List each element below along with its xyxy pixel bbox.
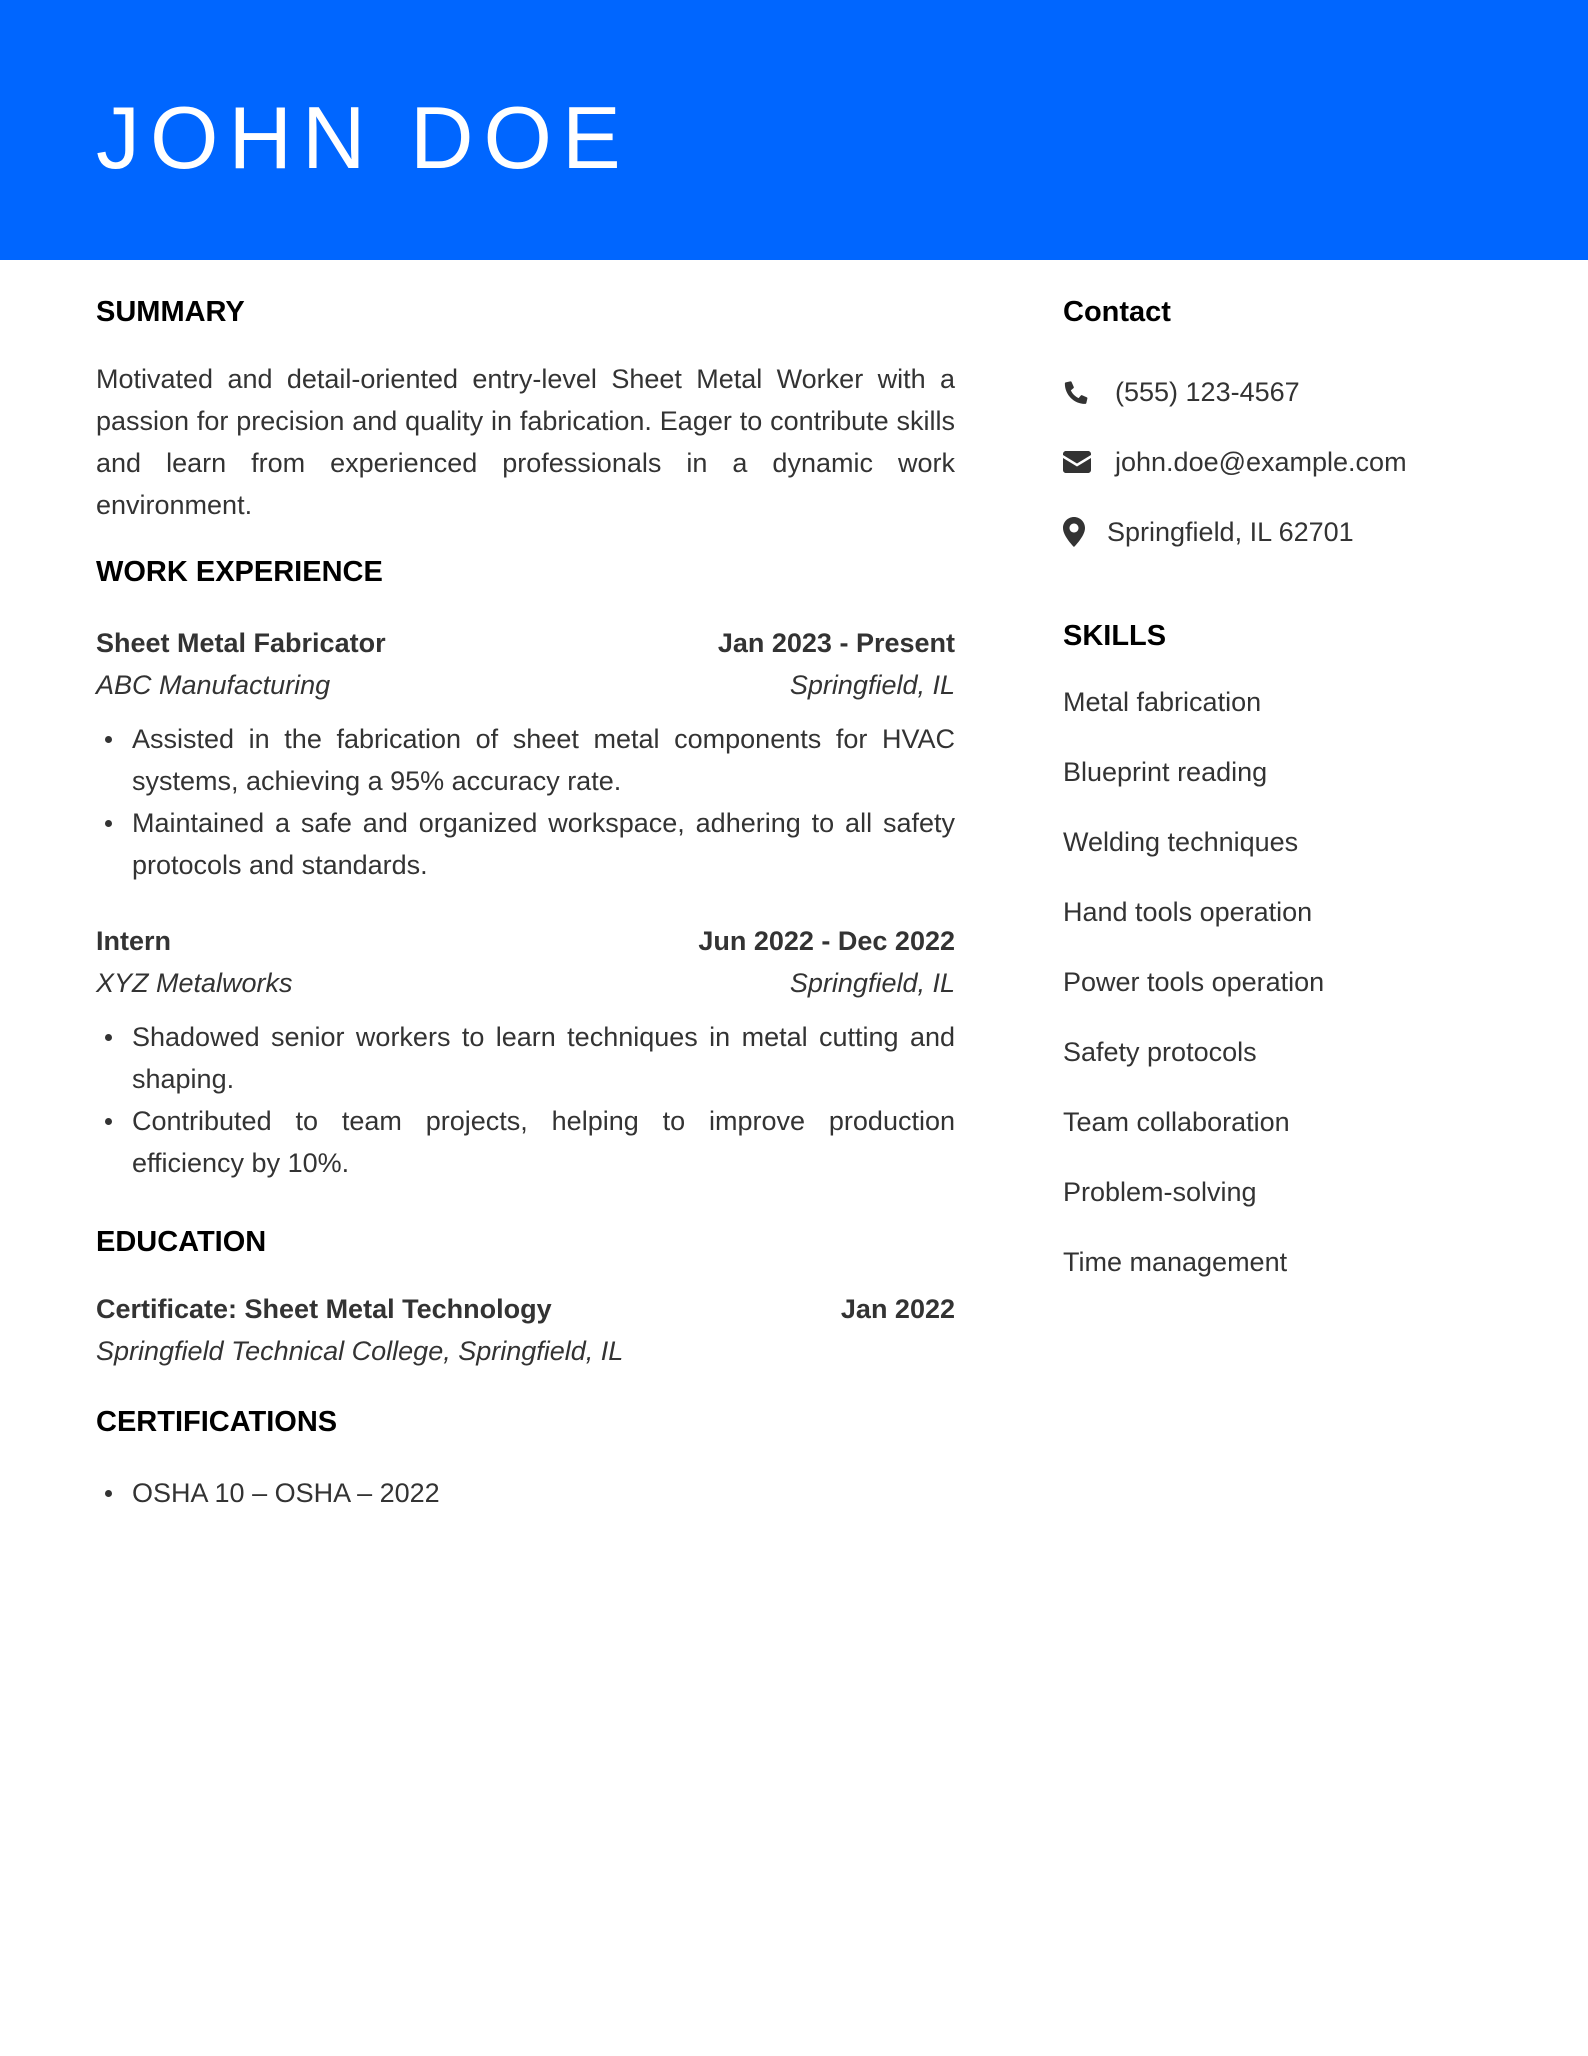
bullet-text: Maintained a safe and organized workspace, adhering to all safety protocols and standards. [132, 808, 955, 880]
list-item [96, 1016, 955, 1100]
school-name: Springfield Technical College, Springfield, IL [96, 1336, 624, 1366]
contact-phone [1063, 372, 1523, 412]
bullet-dot [105, 1034, 112, 1041]
skills-heading: SKILLS [1063, 620, 1167, 652]
list-item [96, 802, 955, 886]
certifications-heading: CERTIFICATIONS [96, 1406, 338, 1438]
skill-item: Safety protocols [1063, 1037, 1257, 1067]
skill-item: Welding techniques [1063, 827, 1299, 857]
bullet-text: Contributed to team projects, helping to improve production efficiency by 10%. [132, 1106, 955, 1178]
job-dates: Jun 2022 - Dec 2022 [698, 926, 955, 956]
skill-item: Power tools operation [1063, 967, 1325, 997]
skills-list [1063, 682, 1523, 1282]
list-item [96, 718, 955, 802]
bullet-text: Shadowed senior workers to learn techniques in metal cutting and shaping. [132, 1022, 955, 1094]
work-experience-heading: WORK EXPERIENCE [96, 556, 383, 588]
bullet-text: Assisted in the fabrication of sheet metal components for HVAC systems, achieving a 95% accuracy rate. [132, 724, 955, 796]
skill-item: Hand tools operation [1063, 897, 1313, 927]
certifications-list [96, 1472, 955, 1514]
bullet-dot [105, 1118, 112, 1125]
phone-number[interactable]: (555) 123-4567 [1115, 376, 1300, 407]
summary-heading: SUMMARY [96, 296, 245, 328]
summary-text: Motivated and detail-oriented entry-level Sheet Metal Worker with a passion for precision and quality in fabrication. Eager to contribute skills and learn from experienced professionals in a dynamic work environment. [96, 364, 955, 520]
main-column [96, 292, 955, 1514]
contact-email [1063, 442, 1523, 482]
education-entry [96, 1288, 955, 1372]
skill-item: Team collaboration [1063, 1107, 1290, 1137]
job-dates: Jan 2023 - Present [717, 628, 955, 658]
list-item [96, 1472, 955, 1514]
email-address[interactable]: john.doe@example.com [1115, 446, 1407, 477]
phone-icon [1063, 377, 1093, 407]
certification-text: OSHA 10 – OSHA – 2022 [132, 1478, 440, 1508]
skill-item: Problem-solving [1063, 1177, 1257, 1207]
degree-title: Certificate: Sheet Metal Technology [96, 1294, 552, 1324]
education-heading: EDUCATION [96, 1226, 267, 1258]
job-company: ABC Manufacturing [96, 670, 331, 700]
job-company: XYZ Metalworks [96, 968, 293, 998]
job-role: Sheet Metal Fabricator [96, 628, 386, 658]
map-pin-icon [1063, 517, 1093, 547]
bullet-dot [105, 1490, 112, 1497]
job-location: Springfield, IL [789, 968, 955, 998]
degree-date: Jan 2022 [840, 1294, 955, 1324]
skill-item: Metal fabrication [1063, 687, 1262, 717]
skill-item: Blueprint reading [1063, 757, 1268, 787]
location-text: Springfield, IL 62701 [1107, 516, 1354, 547]
skill-item: Time management [1063, 1247, 1288, 1277]
envelope-icon [1063, 447, 1093, 477]
side-column [1063, 292, 1523, 1282]
job-bullets [96, 718, 955, 886]
job-role: Intern [96, 926, 172, 956]
bullet-dot [105, 736, 112, 743]
job-location: Springfield, IL [789, 670, 955, 700]
candidate-name: JOHN DOE [96, 88, 631, 187]
contact-heading: Contact [1063, 296, 1171, 328]
job-entry [96, 622, 955, 886]
job-entry [96, 920, 955, 1184]
list-item [96, 1100, 955, 1184]
bullet-dot [105, 820, 112, 827]
header-banner [0, 0, 1588, 260]
job-bullets [96, 1016, 955, 1184]
contact-location [1063, 512, 1523, 552]
